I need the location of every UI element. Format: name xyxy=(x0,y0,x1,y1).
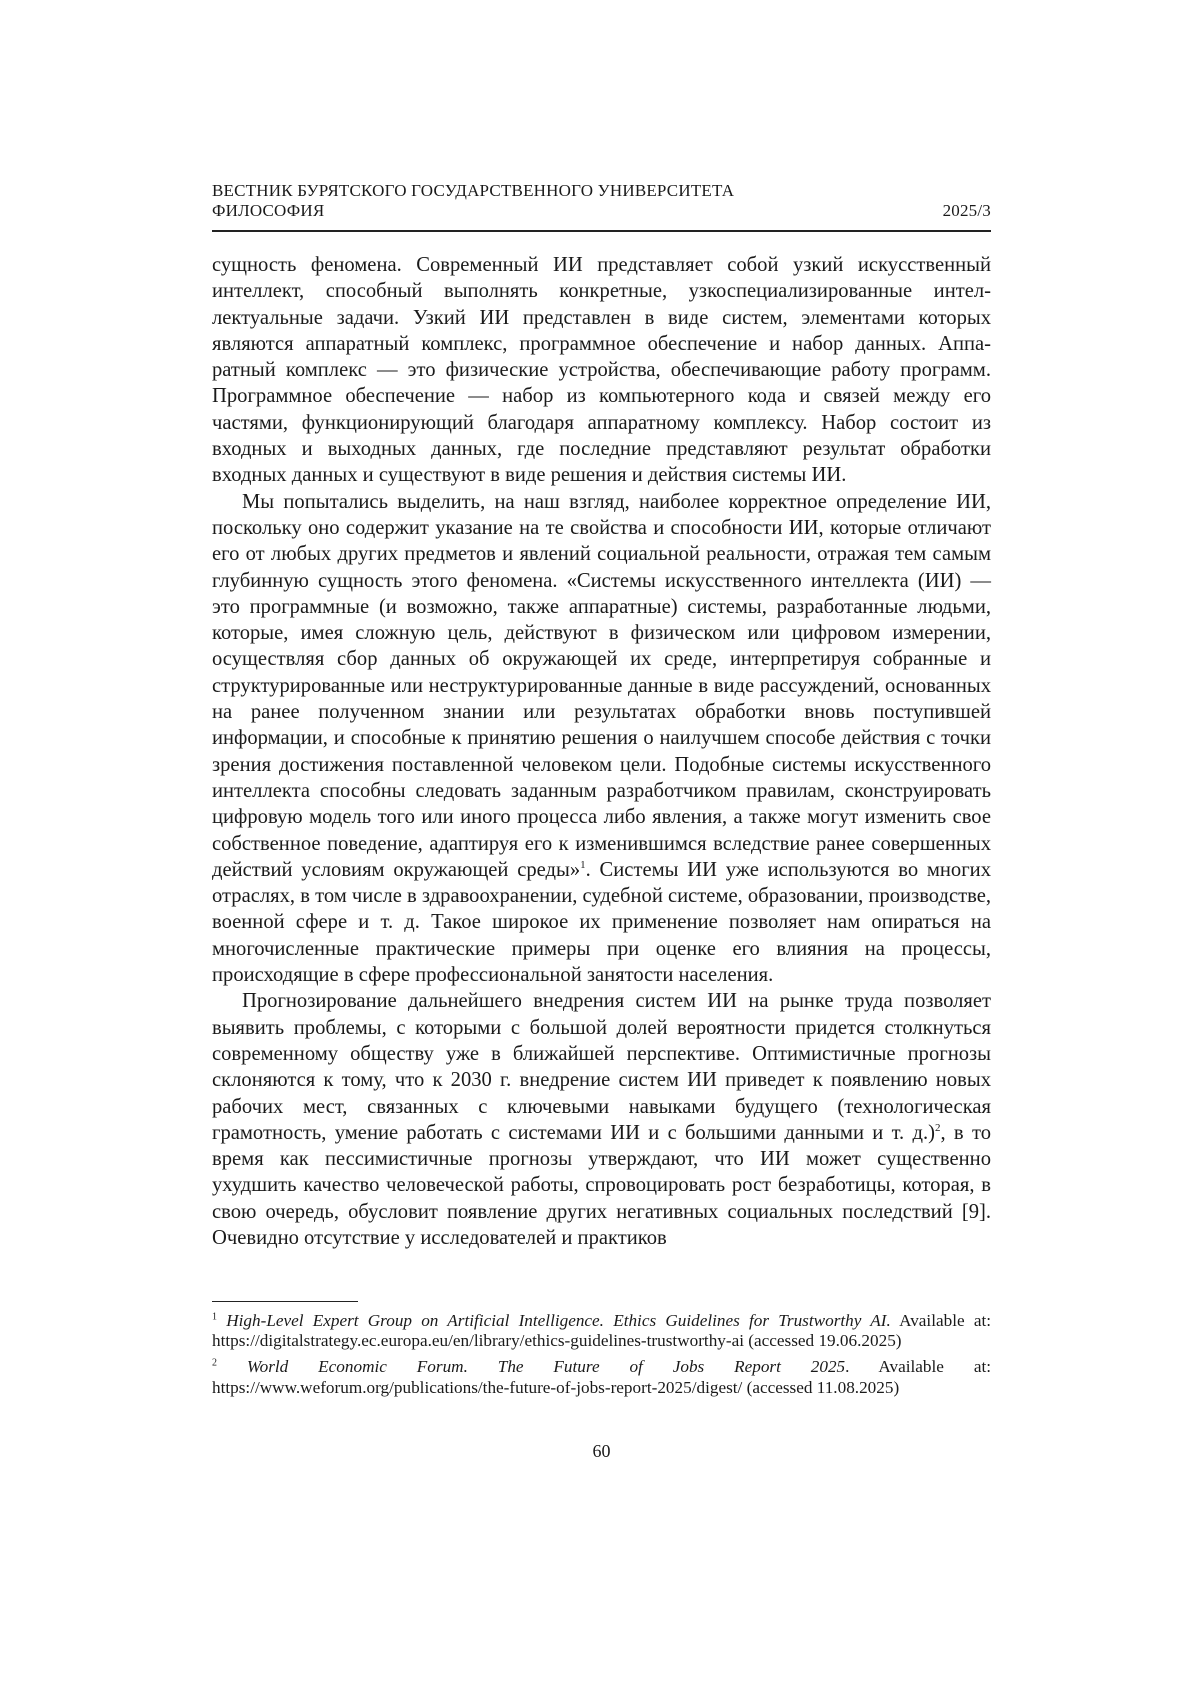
footnote-number: 1 xyxy=(212,1311,217,1322)
footnote-number: 2 xyxy=(212,1358,217,1369)
paragraph-3 xyxy=(212,988,991,1251)
footnotes xyxy=(212,1311,991,1404)
paragraph-3-text-b: , в то время как пессимистичные прогнозы утверждают, что ИИ может существенно ухудшить качество человеческой работы, спровоцировать рост безработицы, которая, в свою очередь, обусловит появление других негативных социальных последствий [9]. Очевидно отсутствие у исследователей и практиков xyxy=(212,1122,991,1249)
journal-page xyxy=(0,0,1200,1697)
footnote-title: World Economic Forum. The Future of Jobs Report 2025 xyxy=(247,1357,845,1376)
footnote-text: . Available at: https://www.weforum.org/publications/the-future-of-jobs-report-2025/digest/ (accessed 11.08.2025) xyxy=(212,1357,991,1396)
header-rule xyxy=(212,230,991,232)
paragraph-2-text-a: Мы попытались выделить, на наш взгляд, наиболее корректное определение ИИ, поскольку оно содержит указание на те свойства и способности ИИ, которые отличают его от любых других предметов и явлений социальной реальности, отра­жая тем самым глубинную сущность этого феномена. «Системы искусственного интеллекта (ИИ) — это программные (и возможно, также аппаратные) системы, разработанные людьми, которые, имея сложную цель, действуют в физическом или цифровом измерении, осуществляя сбор данных об окружающей их среде, интерпретируя собранные и структурированные или неструктурированные данные в виде рассуждений, основанных на ранее полученном знании или результатах обработки вновь поступившей информации, и способные к принятию решения о наилучшем способе действия с точки зрения достижения поставленной чело­веком цели. Подобные системы искусственного интеллекта способны следовать заданным разработчиком правилам, сконструировать цифровую модель того или иного процесса либо явления, а также могут изменить свое собственное пове­дение, адаптируя его к изменившимся вследствие ранее совершенных действий условиям окружающей среды» xyxy=(212,491,991,881)
footnote-text: Available at: https://digitalstrategy.ec.europa.eu/en/library/ethics-guidelines-trustworthy-ai (accessed 19.06.2025) xyxy=(212,1311,991,1350)
article-body xyxy=(212,252,991,1251)
footnote-title: High-Level Expert Group on Artificial Intelligence. Ethics Guidelines for Trustworthy AI. xyxy=(226,1311,891,1330)
issue-number: 2025/3 xyxy=(943,201,991,221)
paragraph-2-text-b: . Системы ИИ уже используются во многих отрас­лях, в том числе в здравоохранении, судебной системе, образовании, производ­стве, военной сфере и т. д. Такое широкое их применение позволяет нам опираться на многочисленные практические примеры при оценке его влияния на процессы, происходящие в сфере профессиональной занятости населения. xyxy=(212,859,991,986)
footnote-1 xyxy=(212,1311,991,1351)
paragraph-2 xyxy=(212,489,991,989)
footnote-rule xyxy=(212,1301,358,1302)
section-title: ФИЛОСОФИЯ xyxy=(212,201,324,221)
page-number: 60 xyxy=(212,1441,991,1462)
running-header xyxy=(212,181,991,221)
paragraph-1: сущность феномена. Современный ИИ представляет собой узкий искусственный интеллект, способный выполнять конкретные, узкоспециализированные интел­лектуальные задачи. Узкий ИИ представлен в виде систем, элементами которых являются аппаратный комплекс, программное обеспечение и набор данных. Аппа­ратный комплекс — это физические устройства, обеспечивающие работу про­грамм. Программное обеспечение — набор из компьютерного кода и связей между его частями, функционирующий благодаря аппаратному комплексу. Набор состоит из входных и выходных данных, где последние представляют результат обработки входных данных и существуют в виде решения и действия системы ИИ. xyxy=(212,252,991,489)
footnote-2 xyxy=(212,1357,991,1397)
journal-title: ВЕСТНИК БУРЯТСКОГО ГОСУДАРСТВЕННОГО УНИВЕРСИТЕТА xyxy=(212,181,991,201)
paragraph-3-text-a: Прогнозирование дальнейшего внедрения систем ИИ на рынке труда позво­ляет выявить проблемы, с которыми с большой долей вероятности придется стол­кнуться современному обществу уже в ближайшей перспективе. Оптимистич­ные прогнозы склоняются к тому, что к 2030 г. внедрение систем ИИ приведет к появлению новых рабочих мест, связанных с ключевыми навыками будущего (технологическая грамотность, умение работать с системами ИИ и с большими данными и т. д.) xyxy=(212,990,991,1143)
footnote-ref-2: 2 xyxy=(935,1122,941,1134)
footnote-ref-1: 1 xyxy=(580,859,586,871)
